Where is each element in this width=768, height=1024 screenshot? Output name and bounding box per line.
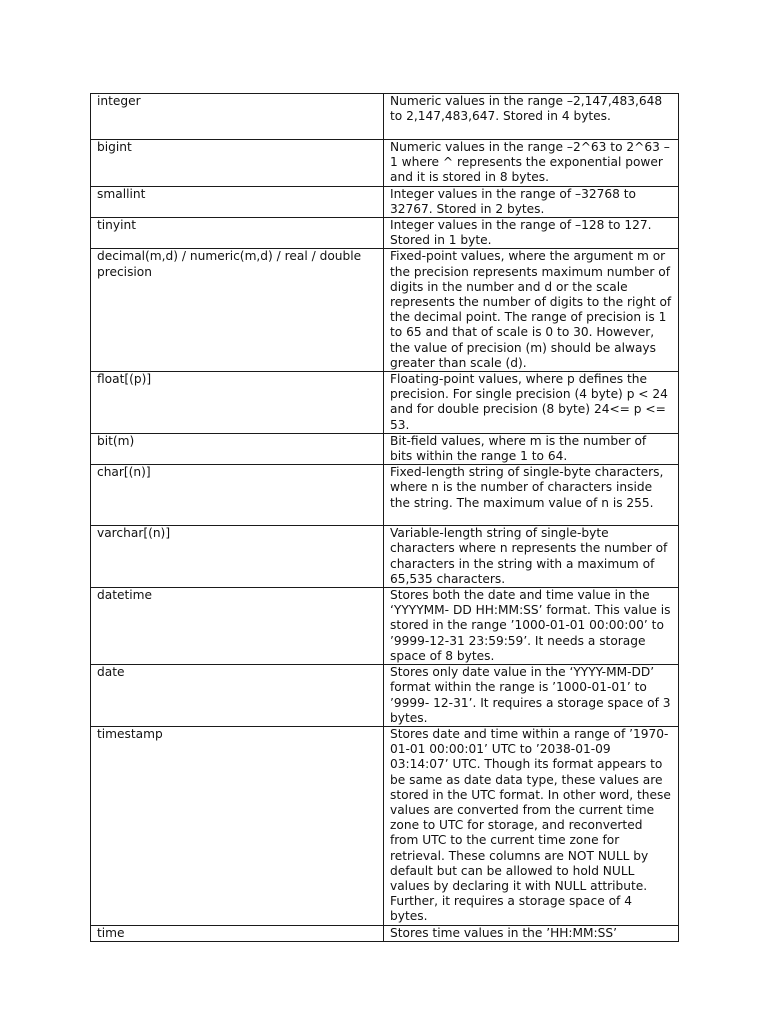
type-name-cell: char[(n)]	[91, 465, 384, 526]
type-name-cell: varchar[(n)]	[91, 526, 384, 588]
type-description-cell: Fixed-point values, where the argument m or the precision represents maximum number of digits in the number and d or the scale represents the number of digits to the right of the decimal point. The range of precision is 1 to 65 and that of scale is 0 to 30. However, the value of precision (m) should be always greater than scale (d).	[384, 249, 679, 372]
table-row	[91, 249, 679, 372]
type-description-cell: Floating-point values, where p defines the precision. For single precision (4 byte) p < 24 and for double precision (8 byte) 24<= p <= 53.	[384, 372, 679, 434]
table-row	[91, 140, 679, 187]
type-name-cell: float[(p)]	[91, 372, 384, 434]
table-row	[91, 372, 679, 434]
table-row	[91, 465, 679, 526]
type-name-cell: date	[91, 665, 384, 727]
table-row	[91, 526, 679, 588]
type-description-cell: Stores only date value in the ‘YYYY-MM-DD’ format within the range is ’1000-01-01’ to ’9999- 12-31’. It requires a storage space of 3 bytes.	[384, 665, 679, 727]
table-row	[91, 925, 679, 941]
type-description-cell: Numeric values in the range –2^63 to 2^63 – 1 where ^ represents the exponential power and it is stored in 8 bytes.	[384, 140, 679, 187]
type-description-cell: Integer values in the range of –128 to 127. Stored in 1 byte.	[384, 218, 679, 249]
type-name-cell: datetime	[91, 588, 384, 665]
type-name-cell: smallint	[91, 186, 384, 217]
data-types-table-body	[91, 94, 679, 942]
type-description-cell: Bit-field values, where m is the number of bits within the range 1 to 64.	[384, 433, 679, 464]
type-description-cell: Fixed-length string of single-byte characters, where n is the number of characters inside the string. The maximum value of n is 255.	[384, 465, 679, 526]
type-name-cell: bigint	[91, 140, 384, 187]
table-row	[91, 726, 679, 925]
type-name-cell: tinyint	[91, 218, 384, 249]
data-types-table	[90, 93, 679, 942]
type-name-cell: bit(m)	[91, 433, 384, 464]
type-description-cell: Numeric values in the range –2,147,483,648 to 2,147,483,647. Stored in 4 bytes.	[384, 94, 679, 140]
type-description-cell: Stores both the date and time value in the ‘YYYYMM- DD HH:MM:SS’ format. This value is stored in the range ’1000-01-01 00:00:00’ to ’9999-12-31 23:59:59’. It needs a storage space of 8 bytes.	[384, 588, 679, 665]
type-description-cell: Stores date and time within a range of ’1970-01-01 00:00:01’ UTC to ’2038-01-09 03:14:07’ UTC. Though its format appears to be same as date data type, these values are stored in the UTC format. In other word, these values are converted from the current time zone to UTC for storage, and reconverted from UTC to the current time zone for retrieval. These columns are NOT NULL by default but can be allowed to hold NULL values by declaring it with NULL attribute. Further, it requires a storage space of 4 bytes.	[384, 726, 679, 925]
table-row	[91, 218, 679, 249]
table-row	[91, 588, 679, 665]
type-description-cell: Variable-length string of single-byte characters where n represents the number of characters in the string with a maximum of 65,535 characters.	[384, 526, 679, 588]
type-name-cell: decimal(m,d) / numeric(m,d) / real / double precision	[91, 249, 384, 372]
table-row	[91, 665, 679, 727]
table-row	[91, 186, 679, 217]
type-description-cell: Stores time values in the ’HH:MM:SS’	[384, 925, 679, 941]
table-row	[91, 433, 679, 464]
type-name-cell: time	[91, 925, 384, 941]
table-row	[91, 94, 679, 140]
type-description-cell: Integer values in the range of –32768 to 32767. Stored in 2 bytes.	[384, 186, 679, 217]
type-name-cell: timestamp	[91, 726, 384, 925]
type-name-cell: integer	[91, 94, 384, 140]
